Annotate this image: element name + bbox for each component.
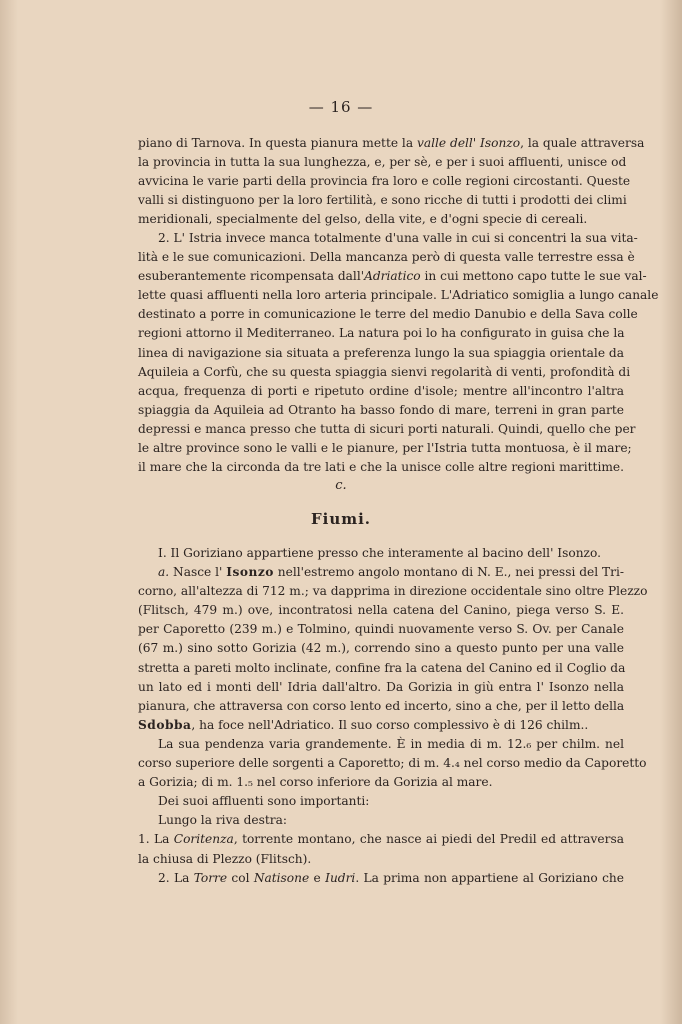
text-line: avvicina le varie parti della provincia fra loro e colle regioni circostanti. Queste xyxy=(138,174,631,189)
text-line: depressi e manca presso che tutta di sicuri porti naturali. Quindi, quello che per xyxy=(138,421,636,436)
text-line: spiaggia da Aquileia ad Otranto ha basso fondo di mare, terreni in gran parte xyxy=(138,402,624,417)
text-line: a Gorizia; di m. 1.₅ nel corso inferiore da Gorizia al mare. xyxy=(138,775,493,790)
text-line: (67 m.) sino sotto Gorizia (42 m.), correndo sino a questo punto per una valle xyxy=(138,641,624,656)
text-line: corno, all'altezza di 712 m.; va dapprima in direzione occidentale sino oltre Plezzo xyxy=(138,584,648,599)
text-line: piano di Tarnova. In questa pianura mette la valle dell' Isonzo, la quale attraversa xyxy=(138,136,645,150)
text-line: linea di navigazione sia situata a preferenza lungo la sua spiaggia orientale da xyxy=(138,345,624,360)
text-line: I. Il Goriziano appartiene presso che interamente al bacino dell' Isonzo. xyxy=(158,546,601,560)
section-letter: c. xyxy=(335,478,347,493)
text-line: la provincia in tutta la sua lunghezza, e, per sè, e per i suoi affluenti, unisce od xyxy=(138,155,627,170)
text-line: valli si distinguono per la loro fertilità, e sono ricche di tutti i prodotti dei climi xyxy=(138,193,627,208)
paragraph-valle-isonzo xyxy=(138,134,645,229)
text-line: le altre province sono le valli e le pianure, per l'Istria tutta montuosa, è il mare; xyxy=(138,441,632,456)
text-line: corso superiore delle sorgenti a Caporetto; di m. 4.₄ nel corso medio da Caporetto xyxy=(138,756,647,771)
text-line: un lato ed i monti dell' Idria dall'altro. Da Gorizia in giù entra l' Isonzo nella xyxy=(138,679,624,694)
text-line: la chiusa di Plezzo (Flitsch). xyxy=(138,851,312,866)
text-line: regioni attorno il Mediterraneo. La natura poi lo ha configurato in guisa che la xyxy=(138,326,625,341)
text-line: a. Nasce l' Isonzo nell'estremo angolo montano di N. E., nei pressi del Tri- xyxy=(158,565,624,580)
text-line: stretta a pareti molto inclinate, confine fra la catena del Canino ed il Coglio da xyxy=(138,660,626,675)
text-line: Dei suoi affluenti sono importanti: xyxy=(158,794,370,809)
text-line: 2. La Torre col Natisone e Iudri. La prima non appartiene al Goriziano che xyxy=(158,870,624,885)
text-line: 2. L' Istria invece manca totalmente d'una valle in cui si concentri la sua vita- xyxy=(158,231,638,245)
text-line: Lungo la riva destra: xyxy=(158,813,287,828)
text-line: il mare che la circonda da tre lati e che la unisce colle altre regioni marittime. xyxy=(138,460,624,475)
text-line: Aquileia a Corfù, che su questa spiaggia sienvi regolarità di venti, profondità di xyxy=(138,364,631,379)
text-line: (Flitsch, 479 m.) ove, incontratosi nella catena del Canino, piega verso S. E. xyxy=(138,603,624,618)
paragraph-istria xyxy=(138,229,659,477)
text-line: 1. La Coritenza, torrente montano, che nasce ai piedi del Predil ed attraversa xyxy=(138,832,624,847)
text-line: meridionali, specialmente del gelso, della vite, e d'ogni specie di cereali. xyxy=(138,212,588,227)
section-body-fiumi xyxy=(138,544,648,888)
text-line: acqua, frequenza di porti e ripetuto ordine d'isole; mentre all'incontro l'altra xyxy=(138,383,624,398)
text-line: La sua pendenza varia grandemente. È in media di m. 12.₆ per chilm. nel xyxy=(158,736,624,751)
text-line: esuberantemente ricompensata dall'Adriatico in cui mettono capo tutte le sue val- xyxy=(138,269,647,284)
text-line: per Caporetto (239 m.) e Tolmino, quindi nuovamente verso S. Ov. per Canale xyxy=(138,622,624,637)
section-title: Fiumi. xyxy=(310,510,372,528)
text-line: Sdobba, ha foce nell'Adriatico. Il suo corso complessivo è di 126 chilm.. xyxy=(138,717,589,732)
text-line: pianura, che attraversa con corso lento ed incerto, sino a che, per il letto della xyxy=(138,698,625,713)
page-number: — 16 — xyxy=(308,98,374,116)
text-line: lità e le sue comunicazioni. Della mancanza però di questa valle terrestre essa è xyxy=(138,250,635,265)
text-line: lette quasi affluenti nella loro arteria principale. L'Adriatico somiglia a lungo canale xyxy=(138,288,659,303)
text-line: destinato a porre in comunicazione le terre del medio Danubio e della Sava colle xyxy=(138,307,638,322)
